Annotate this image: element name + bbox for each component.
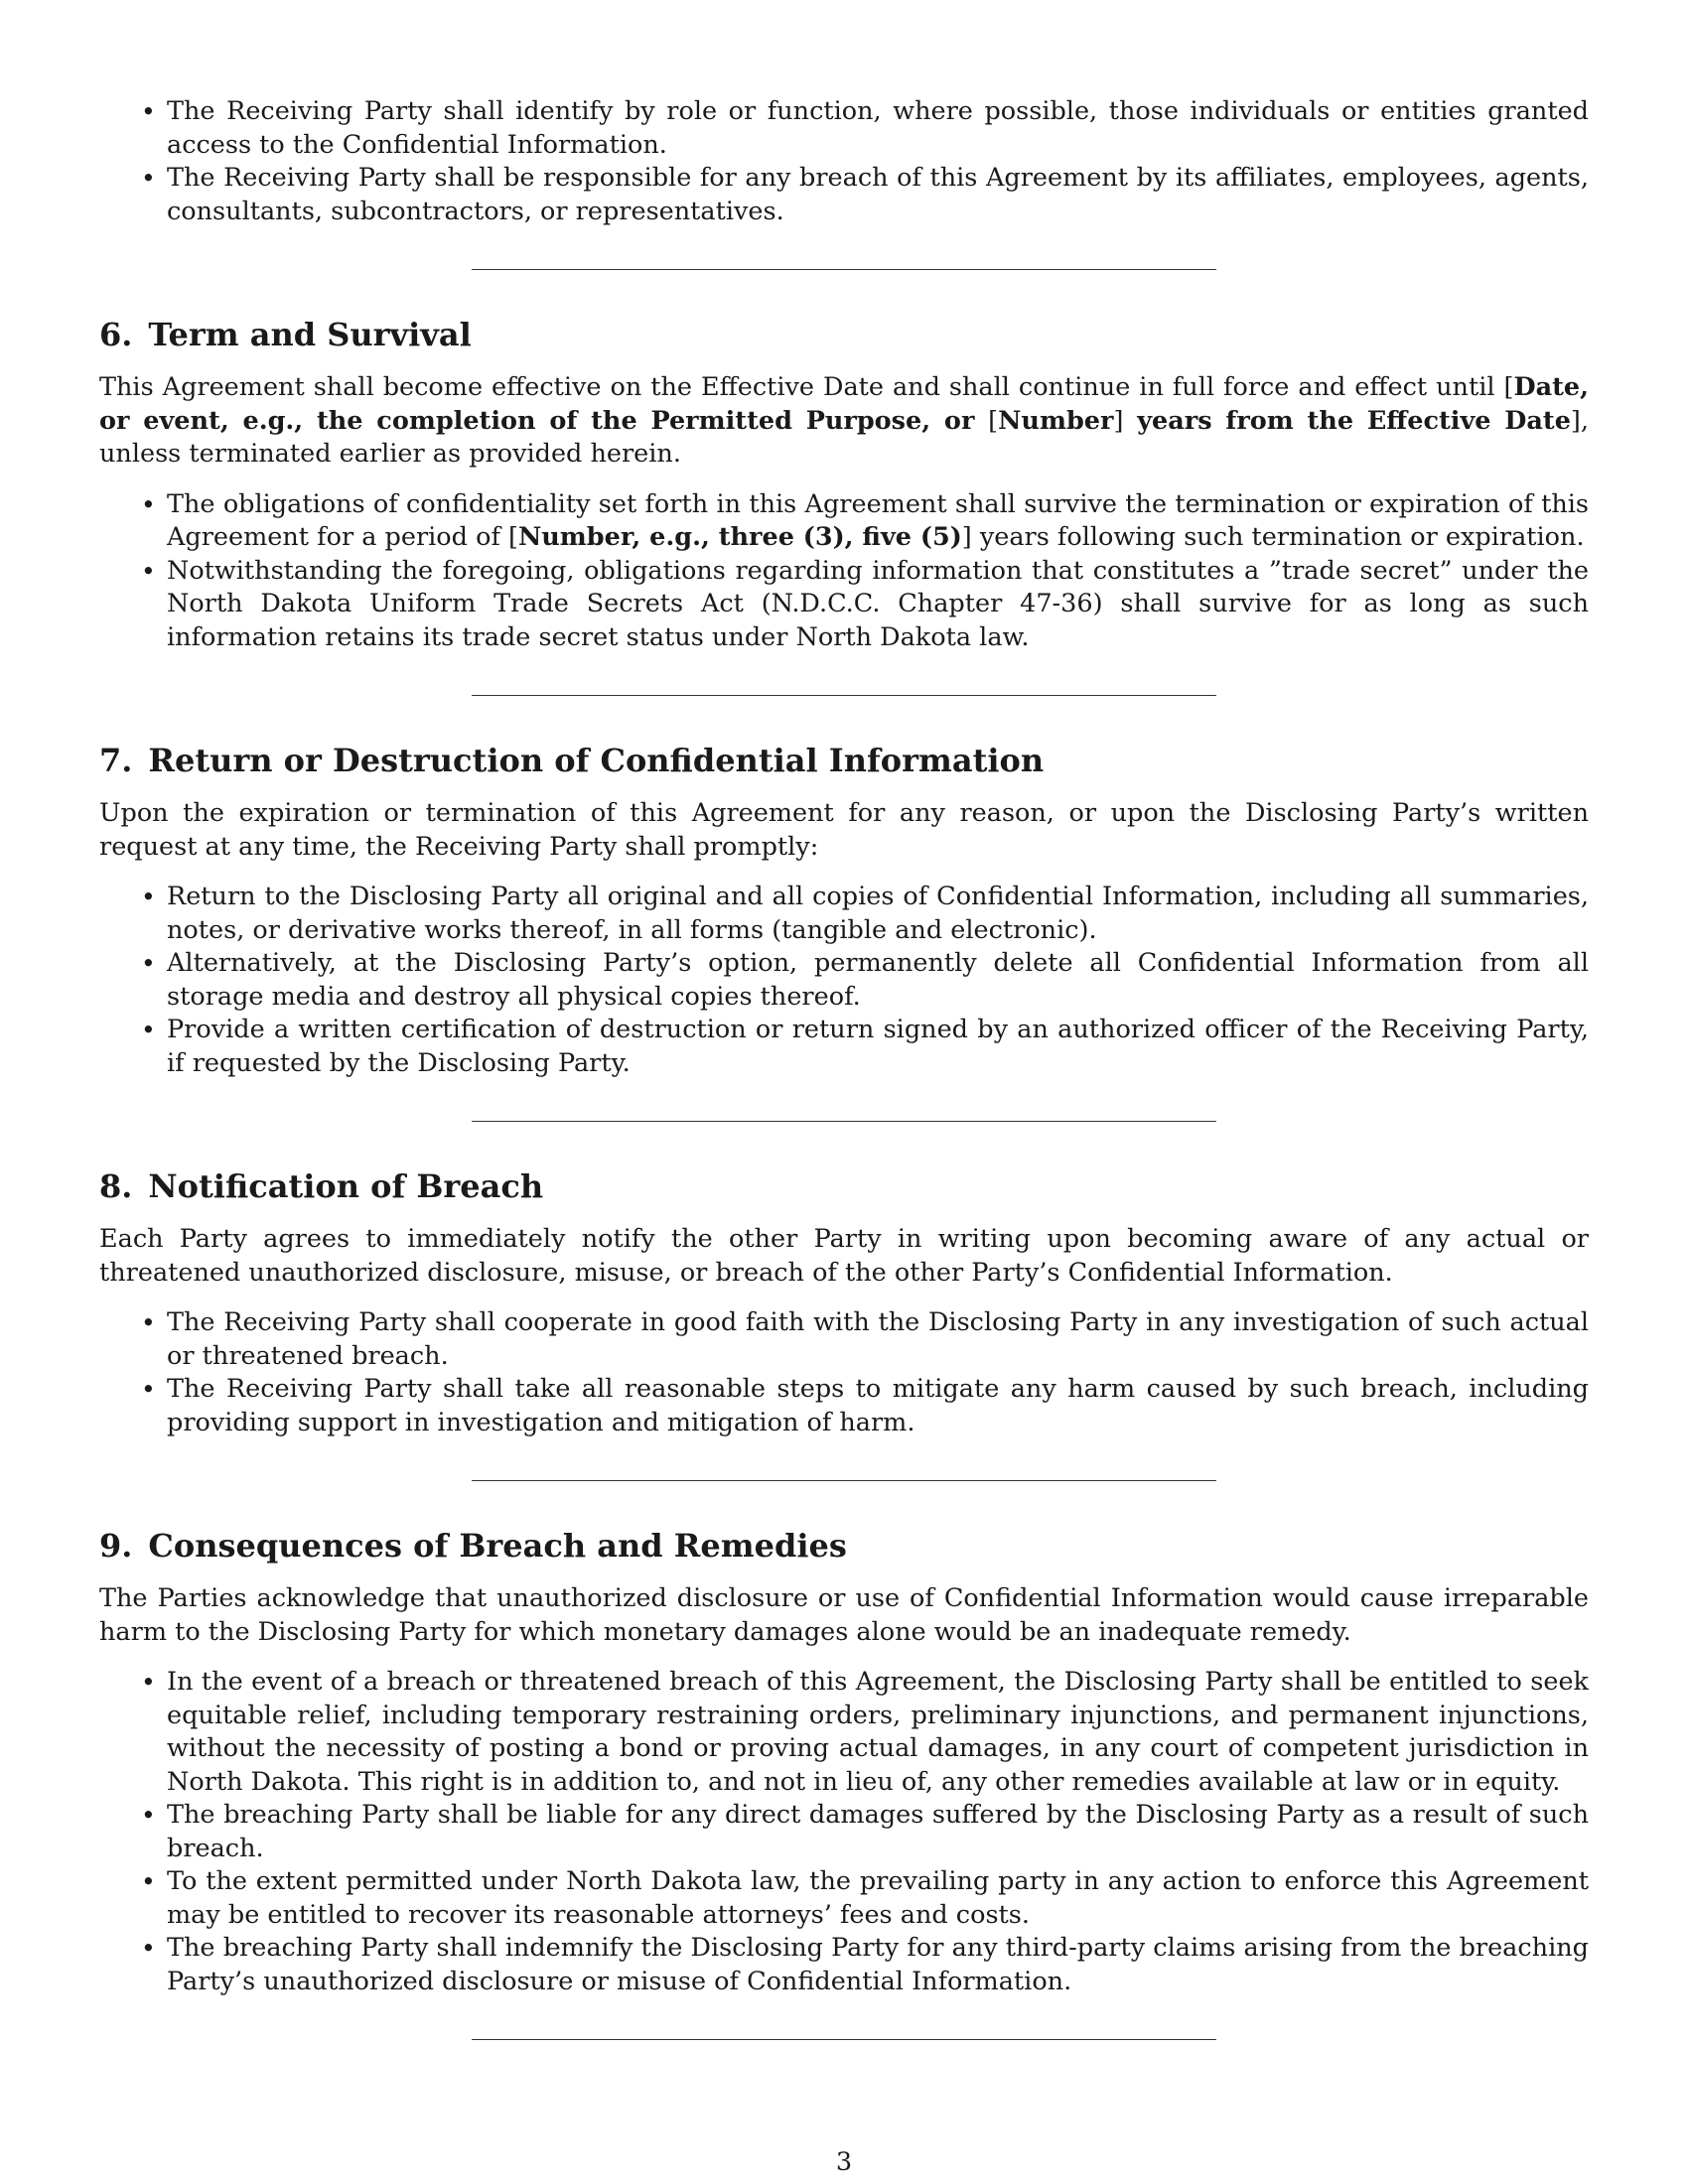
bullet-list-section-8 (99, 1306, 1589, 1439)
bullet-list-intro (99, 95, 1589, 228)
list-item: • Return to the Disclosing Party all original and all copies of Confidential Information, including all summaries, notes, or derivative works thereof, in all forms (tangible and electronic). (167, 881, 1589, 947)
list-item: • The Receiving Party shall be responsible for any breach of this Agreement by its affiliates, employees, agents, consultants, subcontractors, or representatives. (167, 162, 1589, 228)
section-6-heading: 6. Term and Survival (99, 316, 472, 353)
list-item: • In the event of a breach or threatened breach of this Agreement, the Disclosing Party shall be entitled to seek equitable relief, including temporary restraining orders, preliminary injunctions, and permanent injunctions, without the necessity of posting a bond or proving actual damages, in any court of competent jurisdiction in North Dakota. This right is in addition to, and not in lieu of, any other remedies available at law or in equity. (167, 1666, 1589, 1799)
list-item: • The obligations of confidentiality set forth in this Agreement shall survive the termination or expiration of this Agreement for a period of [Number, e.g., three (3), five (5)] years following such termination or expiration. (167, 488, 1589, 555)
list-item: • Provide a written certification of destruction or return signed by an authorized officer of the Receiving Party, if requested by the Disclosing Party. (167, 1014, 1589, 1080)
section-9-heading: 9. Consequences of Breach and Remedies (99, 1527, 847, 1565)
section-divider (472, 695, 1216, 696)
section-8-heading: 8. Notification of Breach (99, 1167, 544, 1205)
list-item: • The Receiving Party shall cooperate in good faith with the Disclosing Party in any investigation of such actual or threatened breach. (167, 1306, 1589, 1373)
section-divider (472, 1121, 1216, 1122)
bullet-list-section-9 (99, 1666, 1589, 1998)
section-divider (472, 269, 1216, 270)
section-divider (472, 2039, 1216, 2040)
section-divider (472, 1480, 1216, 1481)
list-item: • The breaching Party shall indemnify the Disclosing Party for any third-party claims arising from the breaching Party’s unauthorized disclosure or misuse of Confidential Information. (167, 1932, 1589, 1998)
list-item: • The Receiving Party shall take all reasonable steps to mitigate any harm caused by such breach, including providing support in investigation and mitigation of harm. (167, 1373, 1589, 1439)
bullet-list-section-7 (99, 881, 1589, 1080)
list-item: • The Receiving Party shall identify by role or function, where possible, those individuals or entities granted access to the Confidential Information. (167, 95, 1589, 162)
document-page (99, 95, 1589, 2040)
list-item: • Notwithstanding the foregoing, obligations regarding information that constitutes a ”trade secret” under the North Dakota Uniform Trade Secrets Act (N.D.C.C. Chapter 47-36) shall survive for as long as such information retains its trade secret status under North Dakota law. (167, 555, 1589, 655)
section-6-paragraph: This Agreement shall become effective on the Effective Date and shall continue in full force and effect until [Date, or event, e.g., the completion of the Permitted Purpose, or [Number] years from the Effective Date], unless terminated earlier as provided herein. (99, 372, 1589, 469)
list-item: • To the extent permitted under North Dakota law, the prevailing party in any action to enforce this Agreement may be entitled to recover its reasonable attorneys’ fees and costs. (167, 1865, 1589, 1932)
section-7-heading: 7. Return or Destruction of Confidential Information (99, 742, 1045, 779)
page-number: 3 (835, 2147, 853, 2177)
section-9-paragraph: The Parties acknowledge that unauthorized disclosure or use of Confidential Information would cause irreparable harm to the Disclosing Party for which monetary damages alone would be an inadequate remedy. (99, 1583, 1589, 1647)
list-item: • The breaching Party shall be liable for any direct damages suffered by the Disclosing Party as a result of such breach. (167, 1799, 1589, 1865)
section-8-paragraph: Each Party agrees to immediately notify the other Party in writing upon becoming aware of any actual or threatened unauthorized disclosure, misuse, or breach of the other Party’s Confidential Information. (99, 1224, 1589, 1288)
bullet-list-section-6 (99, 488, 1589, 655)
section-7-paragraph: Upon the expiration or termination of this Agreement for any reason, or upon the Disclosing Party’s written request at any time, the Receiving Party shall promptly: (99, 798, 1589, 862)
list-item: • Alternatively, at the Disclosing Party’s option, permanently delete all Confidential Information from all storage media and destroy all physical copies thereof. (167, 947, 1589, 1014)
